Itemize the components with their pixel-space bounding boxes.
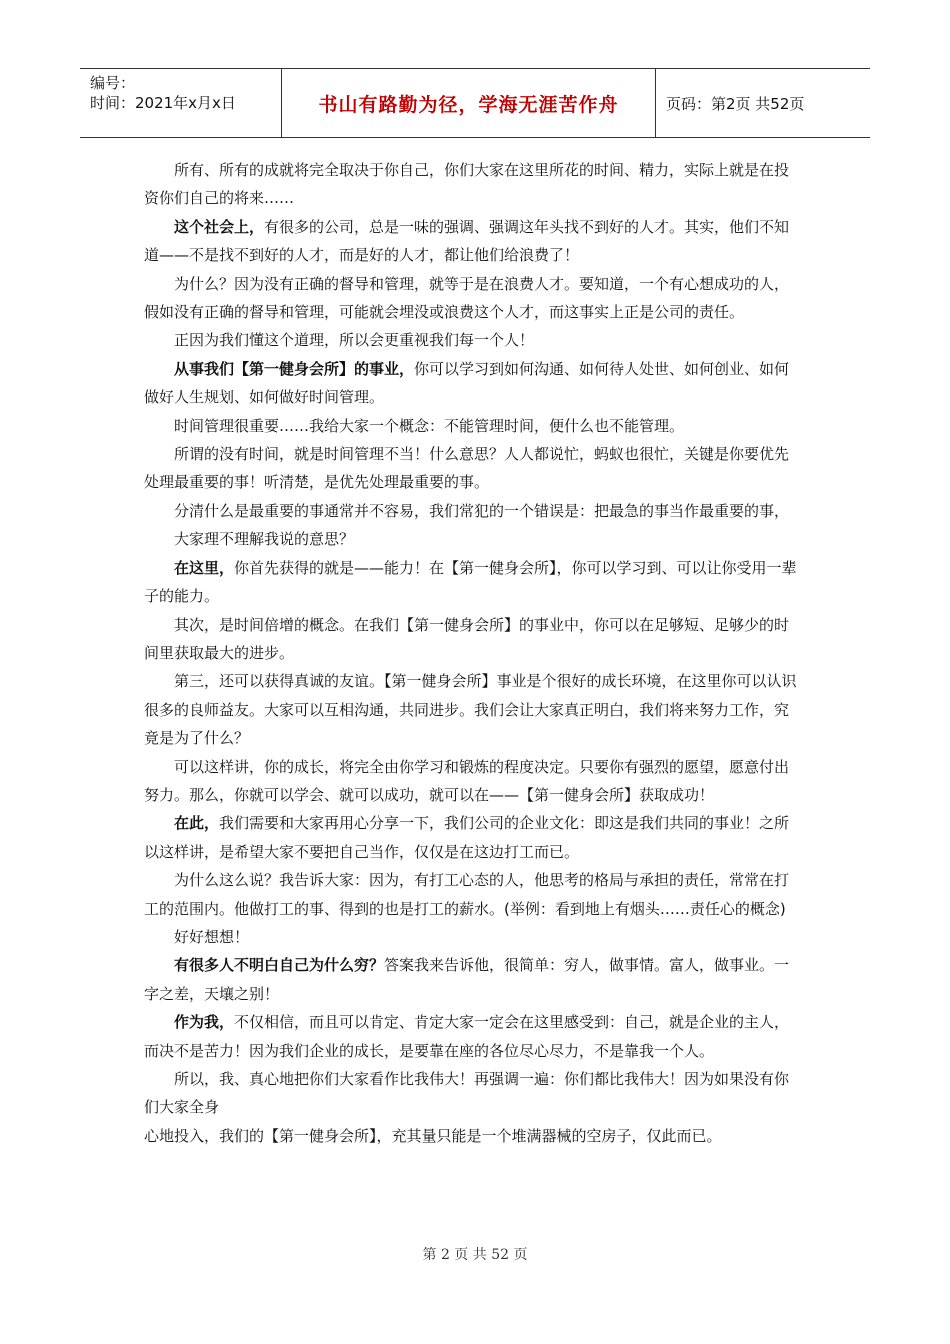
paragraph — [144, 1065, 802, 1122]
header-page-info: 页码：第2页 共52页 — [666, 94, 805, 113]
paragraph — [144, 525, 802, 553]
paragraph-text: 心地投入，我们的【第一健身会所】，充其量只能是一个堆满器械的空房子，仅此而已。 — [144, 1126, 722, 1145]
paragraph — [144, 440, 802, 497]
paragraph-text: 分清什么是最重要的事通常并不容易，我们常犯的一个错误是：把最急的事当作最重要的事， — [174, 501, 790, 520]
paragraph-text: 第三，还可以获得真诚的友谊。【第一健身会所】事业是个很好的成长环境，在这里你可以认识很多的良师益友。大家可以互相沟通，共同进步。我们会让大家真正明白，我们将来努力工作，究竟是为了什么？ — [144, 672, 797, 748]
paragraph — [144, 753, 802, 810]
paragraph-text: 所谓的没有时间，就是时间管理不当！什么意思？人人都说忙，蚂蚁也很忙，关键是你要优先处理最重要的事！听清楚，是优先处理最重要的事。 — [144, 445, 790, 492]
paragraph-text: 有很多的公司，总是一味的强调、强调这年头找不到好的人才。其实，他们不知道——不是找不到好的人才，而是好的人才，都让他们给浪费了！ — [144, 217, 790, 265]
paragraph-text: 为什么这么说？我告诉大家：因为，有打工心态的人，他思考的格局与承担的责任，常常在打工的范围内。他做打工的事、得到的也是打工的薪水。(举例：看到地上有烟头……责任心的概念) — [144, 871, 790, 918]
page-header — [80, 68, 870, 138]
paragraph-text: 为什么？因为没有正确的督导和管理，就等于是在浪费人才。要知道，一个有心想成功的人，假如没有正确的督导和管理，可能就会埋没或浪费这个人才，而这事实上正是公司的责任。 — [144, 274, 790, 322]
paragraph — [144, 326, 802, 354]
paragraph-text: 你首先获得的就是——能力！在【第一健身会所】，你可以学习到、可以让你受用一辈子的能力。 — [144, 558, 797, 606]
paragraph-text: 可以这样讲，你的成长，将完全由你学习和锻炼的程度决定。只要你有强烈的愿望，愿意付出努力。那么，你就可以学会、就可以成功，就可以在——【第一健身会所】获取成功！ — [144, 757, 790, 804]
paragraph-lead: 这个社会上， — [174, 217, 265, 236]
paragraph-lead: 在这里， — [174, 558, 235, 577]
paragraph — [144, 156, 802, 213]
paragraph — [144, 951, 802, 1008]
paragraph-text: 我们需要和大家再用心分享一下，我们公司的企业文化：即这是我们共同的事业！之所以这样讲，是希望大家不要把自己当作，仅仅是在这边打工而已。 — [144, 814, 790, 861]
paragraph-text: 所以，我、真心地把你们大家看作比我伟大！再强调一遍：你们都比我伟大！因为如果没有你们大家全身 — [144, 1070, 790, 1117]
document-body — [144, 156, 802, 1150]
paragraph-lead: 从事我们【第一健身会所】的事业， — [174, 359, 415, 378]
paragraph — [144, 923, 802, 951]
paragraph-text: 时间管理很重要……我给大家一个概念：不能管理时间，便什么也不能管理。 — [174, 416, 685, 435]
header-meta — [90, 73, 236, 113]
header-motto: 书山有路勤为径，学海无涯苦作舟 — [318, 93, 619, 116]
paragraph-text: 不仅相信，而且可以肯定、肯定大家一定会在这里感受到：自己，就是企业的主人，而决不是苦力！因为我们企业的成长，是要靠在座的各位尽心尽力，不是靠我一个人。 — [144, 1013, 790, 1060]
paragraph-text: 好好想想！ — [174, 927, 250, 946]
paragraph — [144, 213, 802, 270]
paragraph-text: 正因为我们懂这个道理，所以会更重视我们每一个人！ — [174, 331, 535, 350]
paragraph — [144, 497, 802, 525]
paragraph-lead: 有很多人不明白自己为什么穷？ — [174, 956, 385, 975]
paragraph — [144, 667, 802, 752]
paragraph-text: 大家理不理解我说的意思？ — [174, 530, 355, 549]
paragraph — [144, 809, 802, 866]
paragraph — [144, 270, 802, 327]
paragraph — [144, 355, 802, 412]
paragraph-lead: 作为我， — [174, 1013, 235, 1032]
paragraph — [144, 1008, 802, 1065]
document-number-label: 编号： — [90, 74, 136, 92]
paragraph-text: 其次，是时间倍增的概念。在我们【第一健身会所】的事业中，你可以在足够短、足够少的时间里获取最大的进步。 — [144, 615, 790, 662]
paragraph — [144, 412, 802, 440]
paragraph — [144, 554, 802, 611]
document-date-label: 时间：2021年x月x日 — [90, 94, 236, 112]
paragraph-text: 你可以学习到如何沟通、如何待人处世、如何创业、如何做好人生规划、如何做好时间管理。 — [144, 359, 790, 407]
paragraph — [144, 866, 802, 923]
header-divider — [655, 69, 656, 137]
page-footer: 第 2 页 共 52 页 — [422, 1247, 528, 1263]
paragraph-text: 所有、所有的成就将完全取决于你自己，你们大家在这里所花的时间、精力，实际上就是在投资你们自己的将来…… — [144, 161, 790, 208]
paragraph — [144, 1122, 802, 1150]
paragraph — [144, 611, 802, 668]
paragraph-lead: 在此， — [174, 814, 220, 833]
paragraph-text: 答案我来告诉他，很简单：穷人，做事情。富人，做事业。一字之差，天壤之别！ — [144, 956, 790, 1003]
